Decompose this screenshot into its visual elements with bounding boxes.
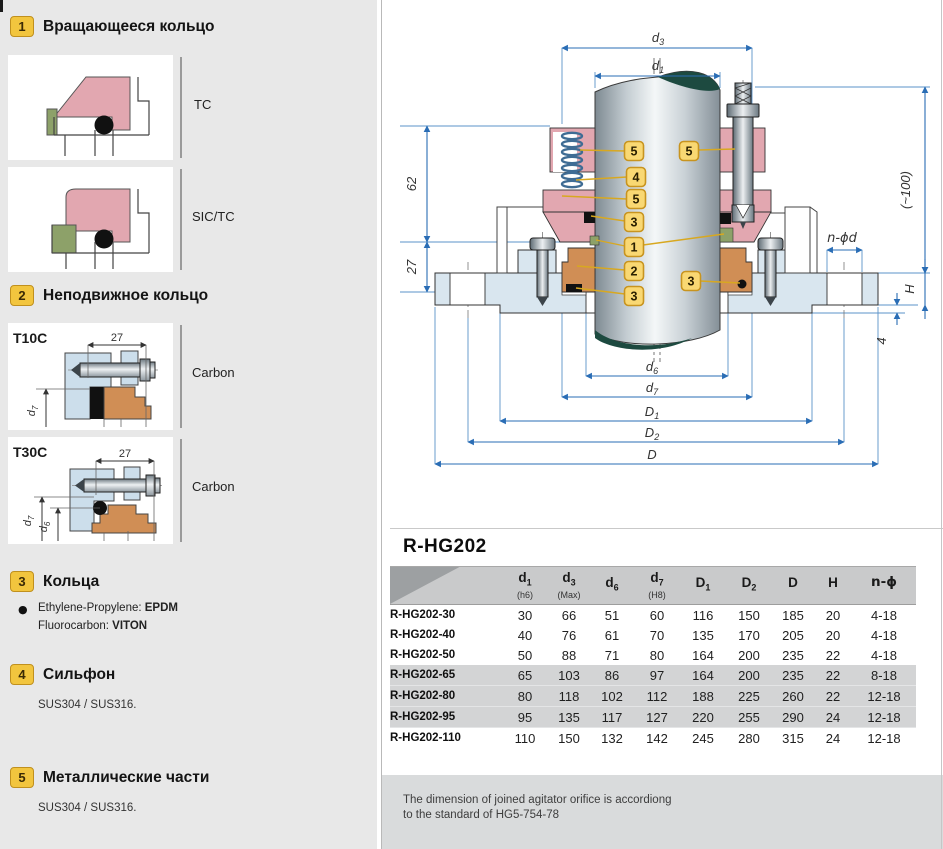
footnote-band xyxy=(382,775,943,849)
svg-text:5: 5 xyxy=(630,144,638,159)
cell: 135 xyxy=(548,707,590,728)
cell: 12-18 xyxy=(852,686,916,707)
model-name: R-HG202-80 xyxy=(390,686,502,707)
sictc-label: SIC/TC xyxy=(192,209,235,224)
cell: 103 xyxy=(548,665,590,686)
part-tag xyxy=(625,262,644,281)
t10c-title: T10C xyxy=(13,330,48,346)
table-row xyxy=(390,625,916,645)
col-H: H xyxy=(814,567,852,605)
cell: 20 xyxy=(814,625,852,645)
t10c-dim-d7: $d_7$ xyxy=(26,405,40,417)
cell: 50 xyxy=(502,645,548,665)
svg-text:3: 3 xyxy=(687,274,695,289)
col-d3: $d_3$ (Max) xyxy=(548,567,590,605)
section-5-badge: 5 xyxy=(10,767,34,788)
cell: 66 xyxy=(548,605,590,626)
cell: 290 xyxy=(772,707,814,728)
cell: 185 xyxy=(772,605,814,626)
t30c-dim-d7: $d_7$ xyxy=(22,515,36,527)
cell: 164 xyxy=(680,645,726,665)
seal-assembly-drawing xyxy=(390,0,943,525)
t30c-icon xyxy=(8,437,173,544)
dim-d3: $d_3$ xyxy=(651,30,665,47)
section-2-badge: 2 xyxy=(10,285,34,306)
bellows-material: SUS304 / SUS316. xyxy=(38,699,137,711)
part-tag xyxy=(625,287,644,306)
section-3-title: Кольца xyxy=(43,572,100,590)
t10c-diagram xyxy=(8,323,173,430)
cell: 71 xyxy=(590,645,634,665)
cell: 12-18 xyxy=(852,707,916,728)
model-name: R-HG202-50 xyxy=(390,645,502,665)
table-title: R-HG202 xyxy=(403,536,487,557)
col-d1: $d_1$ (h6) xyxy=(502,567,548,605)
col-D: D xyxy=(772,567,814,605)
cell: 110 xyxy=(502,728,548,749)
table-corner-cell xyxy=(390,567,502,605)
cell: 245 xyxy=(680,728,726,749)
cell: 88 xyxy=(548,645,590,665)
o-ring-left xyxy=(584,212,595,223)
footnote-line-2: to the standard of HG5-754-78 xyxy=(403,809,559,821)
table-top-rule xyxy=(390,528,943,529)
part-tag xyxy=(627,168,646,187)
cell: 116 xyxy=(680,605,726,626)
t30c-dim-27: 27 xyxy=(118,448,132,460)
cell: 135 xyxy=(680,625,726,645)
section-1-badge: 1 xyxy=(10,16,34,37)
divider xyxy=(180,169,182,270)
cell: 164 xyxy=(680,665,726,686)
model-name: R-HG202-65 xyxy=(390,665,502,686)
t10c-icon xyxy=(8,323,173,430)
t10c-material-label: Carbon xyxy=(192,365,235,380)
dim-d1: $d_1$ xyxy=(651,58,665,75)
tc-ring-diagram xyxy=(8,55,173,160)
svg-text:5: 5 xyxy=(632,192,640,207)
col-D1: $D_1$ xyxy=(680,567,726,605)
bolt-hole-right xyxy=(827,274,862,305)
col-d7: $d_7$ (H8) xyxy=(634,567,680,605)
cell: 22 xyxy=(814,665,852,686)
cell: 61 xyxy=(590,625,634,645)
cell: 220 xyxy=(680,707,726,728)
cell: 150 xyxy=(548,728,590,749)
footnote-line-1: The dimension of joined agitator orifice is accordiong xyxy=(403,794,672,806)
section-bellows xyxy=(10,664,115,685)
cell: 20 xyxy=(814,605,852,626)
sidebar xyxy=(0,0,377,849)
cell: 86 xyxy=(590,665,634,686)
metal-material: SUS304 / SUS316. xyxy=(38,802,137,814)
table-row xyxy=(390,686,916,707)
t30c-diagram xyxy=(8,437,173,544)
cell: 70 xyxy=(634,625,680,645)
page-right-edge xyxy=(941,0,942,849)
tc-label: TC xyxy=(194,97,212,112)
cell: 40 xyxy=(502,625,548,645)
section-4-title: Сильфон xyxy=(43,665,116,683)
cell: 127 xyxy=(634,707,680,728)
part-tag xyxy=(627,190,646,209)
cell: 118 xyxy=(548,686,590,707)
part-tag xyxy=(682,272,701,291)
cell: 102 xyxy=(590,686,634,707)
cell: 200 xyxy=(726,645,772,665)
cell: 150 xyxy=(726,605,772,626)
cell: 255 xyxy=(726,707,772,728)
scan-artifact xyxy=(0,0,3,12)
table-row xyxy=(390,707,916,728)
cell: 97 xyxy=(634,665,680,686)
dim-H: H xyxy=(902,284,917,294)
section-3-badge: 3 xyxy=(10,571,34,592)
cell: 4-18 xyxy=(852,605,916,626)
part-tag xyxy=(680,142,699,161)
cell: 65 xyxy=(502,665,548,686)
ring-material-1-label: Ethylene-Propylene: xyxy=(38,602,142,614)
cell: 4-18 xyxy=(852,645,916,665)
table-header-row xyxy=(390,567,916,605)
svg-text:1: 1 xyxy=(630,240,638,255)
cell: 132 xyxy=(590,728,634,749)
o-ring-seat-right xyxy=(738,280,747,289)
cell: 8-18 xyxy=(852,665,916,686)
ring-material-1 xyxy=(38,602,178,614)
section-1-title: Вращающееся кольцо xyxy=(43,17,215,35)
cell: 200 xyxy=(726,665,772,686)
ring-material-2-value: VITON xyxy=(112,620,148,632)
section-2-title: Неподвижное кольцо xyxy=(43,286,209,304)
cell: 4-18 xyxy=(852,625,916,645)
dim-4: 4 xyxy=(874,337,889,345)
cell: 24 xyxy=(814,707,852,728)
cell: 76 xyxy=(548,625,590,645)
table-row xyxy=(390,665,916,686)
model-name: R-HG202-95 xyxy=(390,707,502,728)
sidebar-divider xyxy=(381,0,382,849)
col-D2: $D_2$ xyxy=(726,567,772,605)
cell: 60 xyxy=(634,605,680,626)
tc-ring-icon xyxy=(8,55,173,160)
cell: 22 xyxy=(814,645,852,665)
table-row xyxy=(390,645,916,665)
svg-text:3: 3 xyxy=(630,215,638,230)
section-rings xyxy=(10,571,99,592)
svg-text:3: 3 xyxy=(630,289,638,304)
divider xyxy=(180,325,182,428)
cell: 117 xyxy=(590,707,634,728)
dim-62: 62 xyxy=(404,176,419,192)
footnote xyxy=(403,793,671,823)
section-5-title: Металлические части xyxy=(43,768,210,786)
col-d6: $d_6$ xyxy=(590,567,634,605)
cell: 235 xyxy=(772,665,814,686)
sictc-ring-diagram xyxy=(8,167,173,272)
dim-n-phi-d: n-ϕd xyxy=(827,231,857,246)
table-row xyxy=(390,605,916,626)
dim-approx100: (~100) xyxy=(898,171,913,209)
section-stationary-ring xyxy=(10,285,208,306)
cell: 95 xyxy=(502,707,548,728)
ring-material-1-value: EPDM xyxy=(144,602,178,614)
t30c-title: T30C xyxy=(13,444,48,460)
part-tag xyxy=(625,142,644,161)
cell: 142 xyxy=(634,728,680,749)
t30c-material-label: Carbon xyxy=(192,479,235,494)
cell: 280 xyxy=(726,728,772,749)
cell: 80 xyxy=(634,645,680,665)
o-ring-right xyxy=(720,213,731,224)
divider xyxy=(180,57,182,158)
model-name: R-HG202-110 xyxy=(390,728,502,749)
t10c-dim-27: 27 xyxy=(110,332,124,344)
section-rotating-ring xyxy=(10,16,215,37)
ring-material-2 xyxy=(38,620,147,632)
cell: 315 xyxy=(772,728,814,749)
agitator-shaft xyxy=(595,71,720,349)
cell: 112 xyxy=(634,686,680,707)
part-tag xyxy=(625,213,644,232)
section-4-badge: 4 xyxy=(10,664,34,685)
ring-material-2-label: Fluorocarbon: xyxy=(38,620,109,632)
cell: 235 xyxy=(772,645,814,665)
bullet-icon: ● xyxy=(18,603,28,616)
cell: 260 xyxy=(772,686,814,707)
dim-D1: $D_1$ xyxy=(644,404,660,421)
cell: 80 xyxy=(502,686,548,707)
part-tag xyxy=(625,238,644,257)
svg-text:4: 4 xyxy=(632,170,640,185)
table-row xyxy=(390,728,916,749)
cell: 24 xyxy=(814,728,852,749)
cell: 170 xyxy=(726,625,772,645)
divider xyxy=(180,439,182,542)
cell: 225 xyxy=(726,686,772,707)
model-name: R-HG202-40 xyxy=(390,625,502,645)
dimension-table xyxy=(390,566,916,748)
cell: 205 xyxy=(772,625,814,645)
dim-d6: $d_6$ xyxy=(645,359,659,376)
dim-d7: $d_7$ xyxy=(645,380,659,397)
dim-D: D xyxy=(647,447,657,462)
cell: 188 xyxy=(680,686,726,707)
svg-text:2: 2 xyxy=(630,264,638,279)
t30c-dim-d6: $d_6$ xyxy=(38,521,52,533)
dim-27: 27 xyxy=(404,259,419,275)
cell: 51 xyxy=(590,605,634,626)
section-metal-parts xyxy=(10,767,209,788)
dim-D2: $D_2$ xyxy=(644,425,660,442)
cell: 12-18 xyxy=(852,728,916,749)
seal-face-right xyxy=(720,228,733,242)
model-name: R-HG202-30 xyxy=(390,605,502,626)
bolt-hole-left xyxy=(450,274,485,305)
svg-text:5: 5 xyxy=(685,144,693,159)
col-n-phi: n-ϕ xyxy=(852,567,916,605)
cell: 30 xyxy=(502,605,548,626)
seat-right xyxy=(720,248,752,292)
sictc-ring-icon xyxy=(8,167,173,272)
cell: 22 xyxy=(814,686,852,707)
